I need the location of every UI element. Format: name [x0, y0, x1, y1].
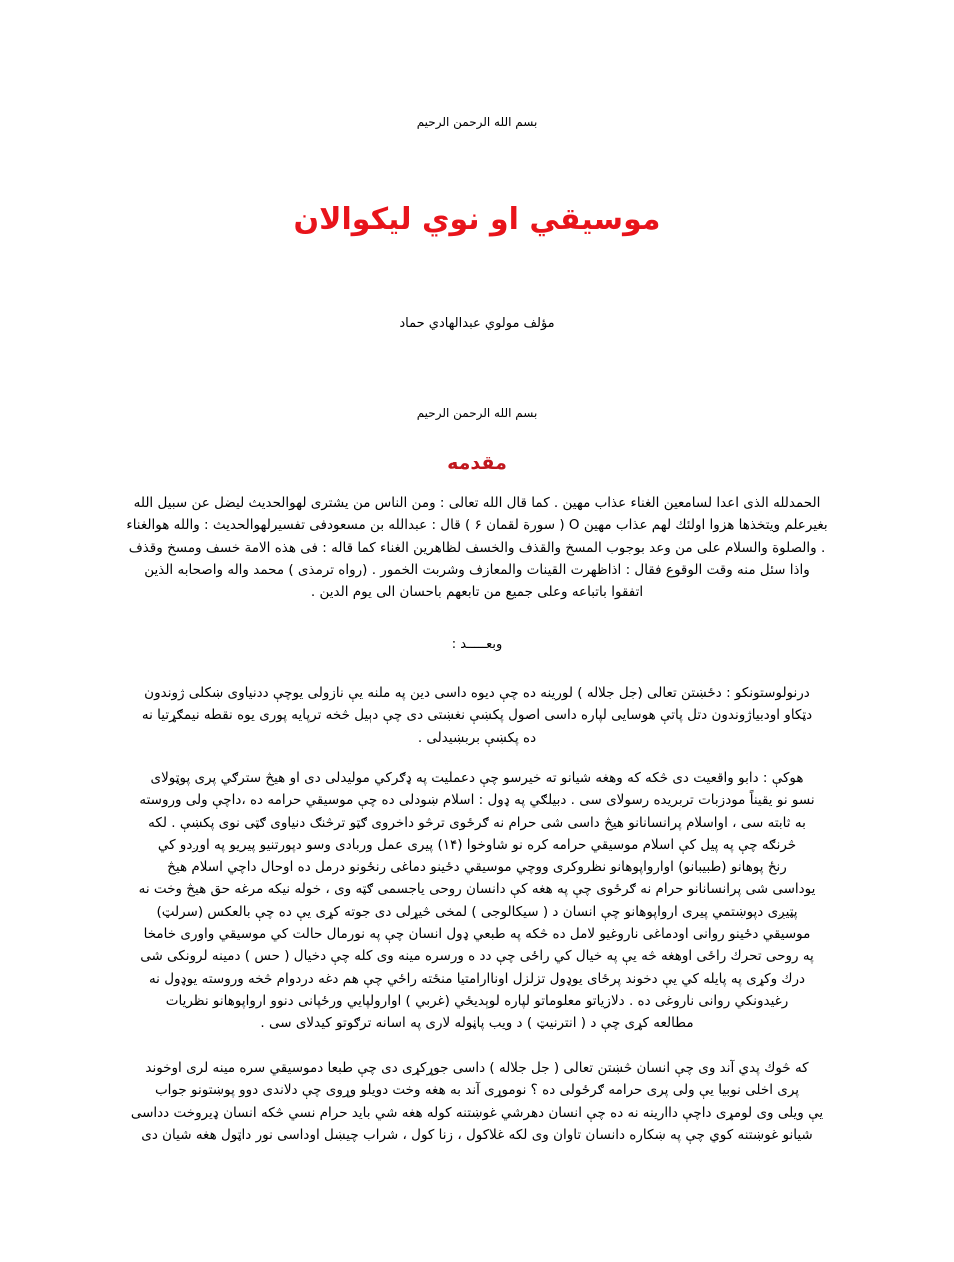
- paragraph-line: موسيقي دځينو روانى اودماغى ناروغيو لامل ده څكه په طبعي ډول انسان چې په نورمال حالت كي موسيقي واورى خامخا: [143, 926, 811, 943]
- paragraph-line: يې ويلى وى لومړى داچې داارينه نه ده چې انسان دهرشي غوښتنه كوله هغه شي بايد حرام نسي څكه انسان ډيروخت دداسى: [130, 1104, 824, 1121]
- paragraph-line: ده پكښې بربښيدلى .: [417, 729, 537, 746]
- paragraph-line: درك وكړى په پايله كي يې دخوند پرځاى يوډول تزلزل اوناارامتيا منځته راځي چې هم دغه دردوام څخه وروسته يوډول نه: [148, 970, 806, 987]
- intro-line: بغيرعلم ويتخذها هزوا اولئك لهم عذاب مهين O ( سورة لقمان ۶ ) قال : عبدالله بن مسعودفى تفسيرلهوالحديث : والله هوالغناء: [126, 517, 828, 534]
- basmala-top: بسم الله الرحمن الرحيم: [416, 115, 538, 129]
- paragraph-line: مطالعه كړى چې د ( انترنيټ ) د ويب پاڼوله لارى په اسانه ترګوتو كيدلاى سى .: [260, 1015, 694, 1032]
- separator: وبعـــــد :: [451, 637, 503, 652]
- paragraph-line: كه څوك پدي آند وى چې انسان څښتن تعالى ( جل جلاله ) داسى جوړكړى دى چې طبعا دموسيقي سره مينه لرى اوخوند: [145, 1060, 809, 1076]
- paragraph-line: درنولوستونكو : دځښتن تعالى (جل جلاله ) لورينه ده چې ديوه داسى دين په ملنه يې نازولى يوچې ددنياوى ښكلى ژوندون: [144, 685, 810, 701]
- paragraph-line: پټيږى دپوښتمي پيرى ارواپوهانو چې انسان د ( سيكالوجى ) لمخى څيړلى دى جوته كړى يې ده چې بالعكس (سرلټ): [156, 903, 798, 920]
- paragraph-line: څرنګه چې په پيل كې اسلام موسيقي حرامه كره نو شاوخوا (۱۴) پيرى عمل وربادى وسو دپورتنيو پيريو په اوږدو كي: [157, 836, 797, 853]
- paragraph-line: په روحى تحرك راځى اوهغه څه يې په خيال كي راځى چې دد ه ورسره مينه وى كله چې دخيال ( حس ) دمينه لرونكى شى: [140, 948, 814, 965]
- paragraph-line: شيانو غوښتنه كوي چې په ښكاره دانسان تاوان وى لكه غلاكول ، زنا كول ، شراب چيښل اوداسى نور داټول هغه شيان دى: [141, 1126, 813, 1143]
- paragraph-line: هوكې : دابو واقعيت دى څكه كه وهغه شيانو ته خيرسو چې دعمليت په ډګركي موليدلى دى او هيڅ سترګي پرى پوټولاى: [150, 770, 804, 786]
- paragraph-line: دټكاو اودبياژوندون دتل پاتې هوسايى لپاره داسى اصول پكښې نغښتى دى چې دېيل څخه ترپايه پورى يوه نقطه نيمګړتيا نه: [141, 707, 813, 724]
- paragraph-line: پرى اخلى نوبيا يې ولى پرى حرامه ګرځولى ده ؟ نوموړى آند به هغه وخت دويلو وړوى چې دلاندى دوو پوښتونو جواب: [154, 1082, 800, 1099]
- paragraph-line: يوداسى شى پرانسانانو حرام نه ګرځوى چې په هغه كې دانسان روحى ياجسمى ګټه وى ، خوله نيكه مرغه حق هيڅ وخت نه: [138, 881, 816, 898]
- paragraph-line: رغيدونكي روانى ناروغى ده . دلازياتو معلوماتو لپاره لوېديځي (غربي ) اوارولپايي ورځپانى دنوو ارواپوهانو نظريات: [165, 992, 789, 1009]
- paragraph-2: [102, 767, 852, 1035]
- intro-line: . والصلوة والسلام على من وعد بوجوب المسخ والقذف والخسف لظاهرين الغناء كما قاله : فى هذه الامة خسف ومسخ وقذف: [128, 539, 826, 556]
- paragraph-line: رنځ پوهانو (طبيبانو) اوارواپوهانو نظروكرى ووچي موسيقي دځينو دماغى رنځونو درمل ده اوحال داچي اسلام هيڅ: [167, 859, 787, 876]
- intro-paragraph: [102, 492, 852, 603]
- paragraph-line: به ثابته سى ، اواسلام پرانسانانو هيڅ داسى شى حرام نه ګرځوى ترڅو داخروى ګټو ترڅنګ دنياوى ګټى نوى پكښې . لكه: [148, 814, 806, 831]
- paragraph-line: نسو نو يقيناً مودزبات تربريده رسولاى سى . دبيلګي په ډول : اسلام ښودلى ده چې موسيقي حرامه ده ،داچې ولى وروسته: [139, 792, 815, 809]
- author-line: مؤلف مولوي عبدالهادي حماد: [399, 316, 555, 331]
- intro-line: واذا سئل منه وقت الوقوع فقال : اذاظهرت القينات والمعازف وشربت الخمور . (رواه ترمذى ) محمد واله واصحابه الذين: [144, 561, 810, 578]
- paragraph-1: [102, 682, 852, 749]
- basmala-second: بسم الله الرحمن الرحيم: [416, 406, 538, 420]
- paragraph-3: [102, 1057, 852, 1146]
- section-title: مقدمه: [447, 452, 507, 474]
- intro-line: اتفقوا باتباعه وعلى جميع من تابعهم باحسان الى يوم الدين .: [310, 584, 644, 601]
- intro-line: الحمدلله الذى اعدا لسامعين الغناء عذاب مهين . كما قال الله تعالى : ومن الناس من يشترى لهوالحديث ليضل عن سبيل الله: [133, 495, 821, 511]
- page-title: موسيقي او نوي ليكوالان: [293, 202, 661, 237]
